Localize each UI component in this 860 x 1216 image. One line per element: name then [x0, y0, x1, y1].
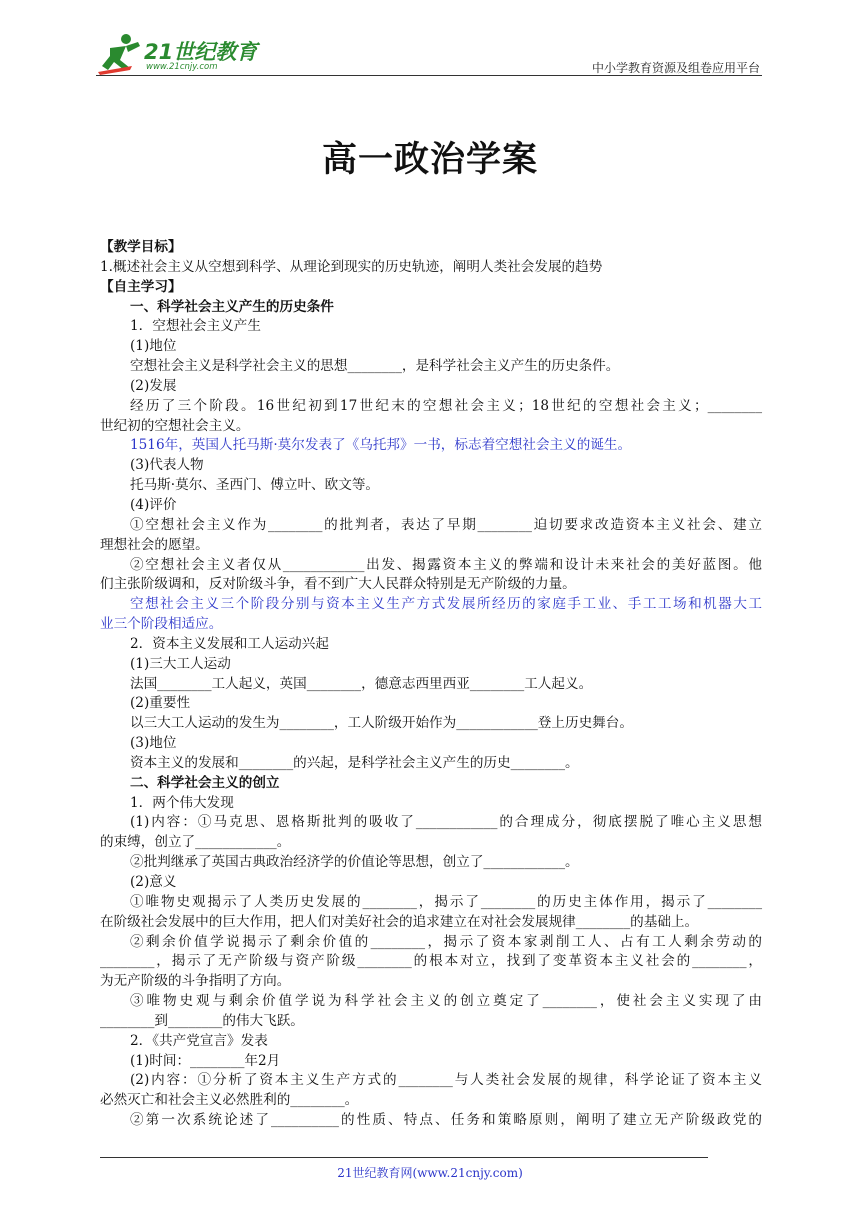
text-line: 经历了三个阶段。16世纪初到17世纪末的空想社会主义；18世纪的空想社会主义；________: [130, 397, 762, 414]
text-line: ________，揭示了无产阶级与资产阶级________的根本对立，找到了变革资本主义社会的________，: [100, 953, 762, 970]
logo: [96, 30, 266, 76]
text-line: 二、科学社会主义的创立: [130, 774, 280, 791]
text-line: 一、科学社会主义产生的历史条件: [130, 298, 334, 315]
text-line: (2)发展: [130, 377, 177, 394]
text-line: 理想社会的愿望。: [100, 536, 209, 553]
platform-name: 中小学教育资源及组卷应用平台: [591, 61, 760, 75]
text-line: 【自主学习】: [100, 278, 182, 295]
text-line: ①空想社会主义作为________的批判者，表达了早期________迫切要求改造资本主义社会、建立: [130, 516, 762, 533]
text-line: 以三大工人运动的发生为________，工人阶级开始作为____________登上历史舞台。: [130, 715, 633, 732]
text-line: (3)代表人物: [130, 457, 204, 474]
page-header: [96, 30, 762, 78]
text-line: 2．资本主义发展和工人运动兴起: [130, 635, 329, 652]
footer-text: 21世纪教育网(www.21cnjy.com): [337, 1166, 523, 1180]
text-line: (2)内容：①分析了资本主义生产方式的________与人类社会发展的规律，科学论证了资本主义: [130, 1072, 762, 1089]
header-divider: [96, 75, 762, 76]
text-line: 托马斯·莫尔、圣西门、傅立叶、欧文等。: [130, 477, 380, 494]
text-line: 资本主义的发展和________的兴起，是科学社会主义产生的历史________。: [130, 754, 579, 771]
text-line: 【教学目标】: [100, 239, 182, 255]
text-line: (4)评价: [130, 496, 177, 513]
text-line: 必然灭亡和社会主义必然胜利的________。: [100, 1092, 359, 1109]
text-line: 空想社会主义三个阶段分别与资本主义生产方式发展所经历的家庭手工业、手工工场和机器大工: [130, 596, 762, 613]
text-line: 1．两个伟大发现: [130, 794, 234, 811]
footer-divider: [100, 1157, 708, 1158]
text-line: ③唯物史观与剩余价值学说为科学社会主义的创立奠定了________，使社会主义实现了由: [130, 993, 762, 1010]
text-line: (2)意义: [130, 874, 177, 890]
text-line: ②剩余价值学说揭示了剩余价值的________，揭示了资本家剥削工人、占有工人剩余劳动的: [130, 933, 762, 950]
text-line: ②第一次系统论述了__________的性质、特点、任务和策略原则，阐明了建立无产阶级政党的: [130, 1112, 762, 1129]
text-line: (1)内容：①马克思、恩格斯批判的吸收了____________的合理成分，彻底摆脱了唯心主义思想: [130, 814, 762, 831]
text-line: (1)三大工人运动: [130, 655, 231, 672]
text-line: 1516年，英国人托马斯·莫尔发表了《乌托邦》一书，标志着空想社会主义的诞生。: [130, 437, 632, 454]
runner-logo-icon: [96, 30, 146, 76]
text-line: ②空想社会主义者仅从____________出发、揭露资本主义的弊端和设计未来社会的美好蓝图。他: [130, 556, 762, 573]
text-line: (3)地位: [130, 735, 177, 752]
text-line: ①唯物史观揭示了人类历史发展的________，揭示了________的历史主体作用，揭示了________: [130, 893, 762, 910]
logo-text: 21世纪教育: [144, 40, 258, 64]
text-line: 的束缚，创立了____________。: [100, 834, 291, 851]
text-line: 在阶级社会发展中的巨大作用，把人们对美好社会的追求建立在对社会发展规律________的基础上。: [100, 913, 699, 930]
logo-url: www.21cnjy.com: [146, 62, 218, 72]
document-body: [100, 238, 762, 1131]
text-line: 法国________工人起义，英国________，德意志西里西亚________工人起义。: [130, 675, 593, 692]
text-line: 空想社会主义是科学社会主义的思想________，是科学社会主义产生的历史条件。: [130, 358, 620, 375]
text-line: 们主张阶级调和，反对阶级斗争，看不到广大人民群众特别是无产阶级的力量。: [100, 576, 576, 593]
text-line: 2．《共产党宣言》发表: [130, 1032, 268, 1049]
page-title: 高一政治学案: [321, 140, 538, 180]
text-line: ②批判继承了英国古典政治经济学的价值论等思想，创立了____________。: [130, 854, 579, 871]
text-line: 为无产阶级的斗争指明了方向。: [100, 973, 291, 990]
text-line: (1)时间：________年2月: [130, 1052, 281, 1069]
text-line: 业三个阶段相适应。: [100, 616, 223, 633]
text-line: 1．空想社会主义产生: [130, 318, 261, 335]
text-line: 1.概述社会主义从空想到科学、从理论到现实的历史轨迹，阐明人类社会发展的趋势: [100, 258, 603, 275]
text-line: (2)重要性: [130, 695, 191, 712]
text-line: ________到________的伟大飞跃。: [100, 1012, 304, 1029]
text-line: (1)地位: [130, 338, 177, 355]
text-line: 世纪初的空想社会主义。: [100, 417, 250, 434]
